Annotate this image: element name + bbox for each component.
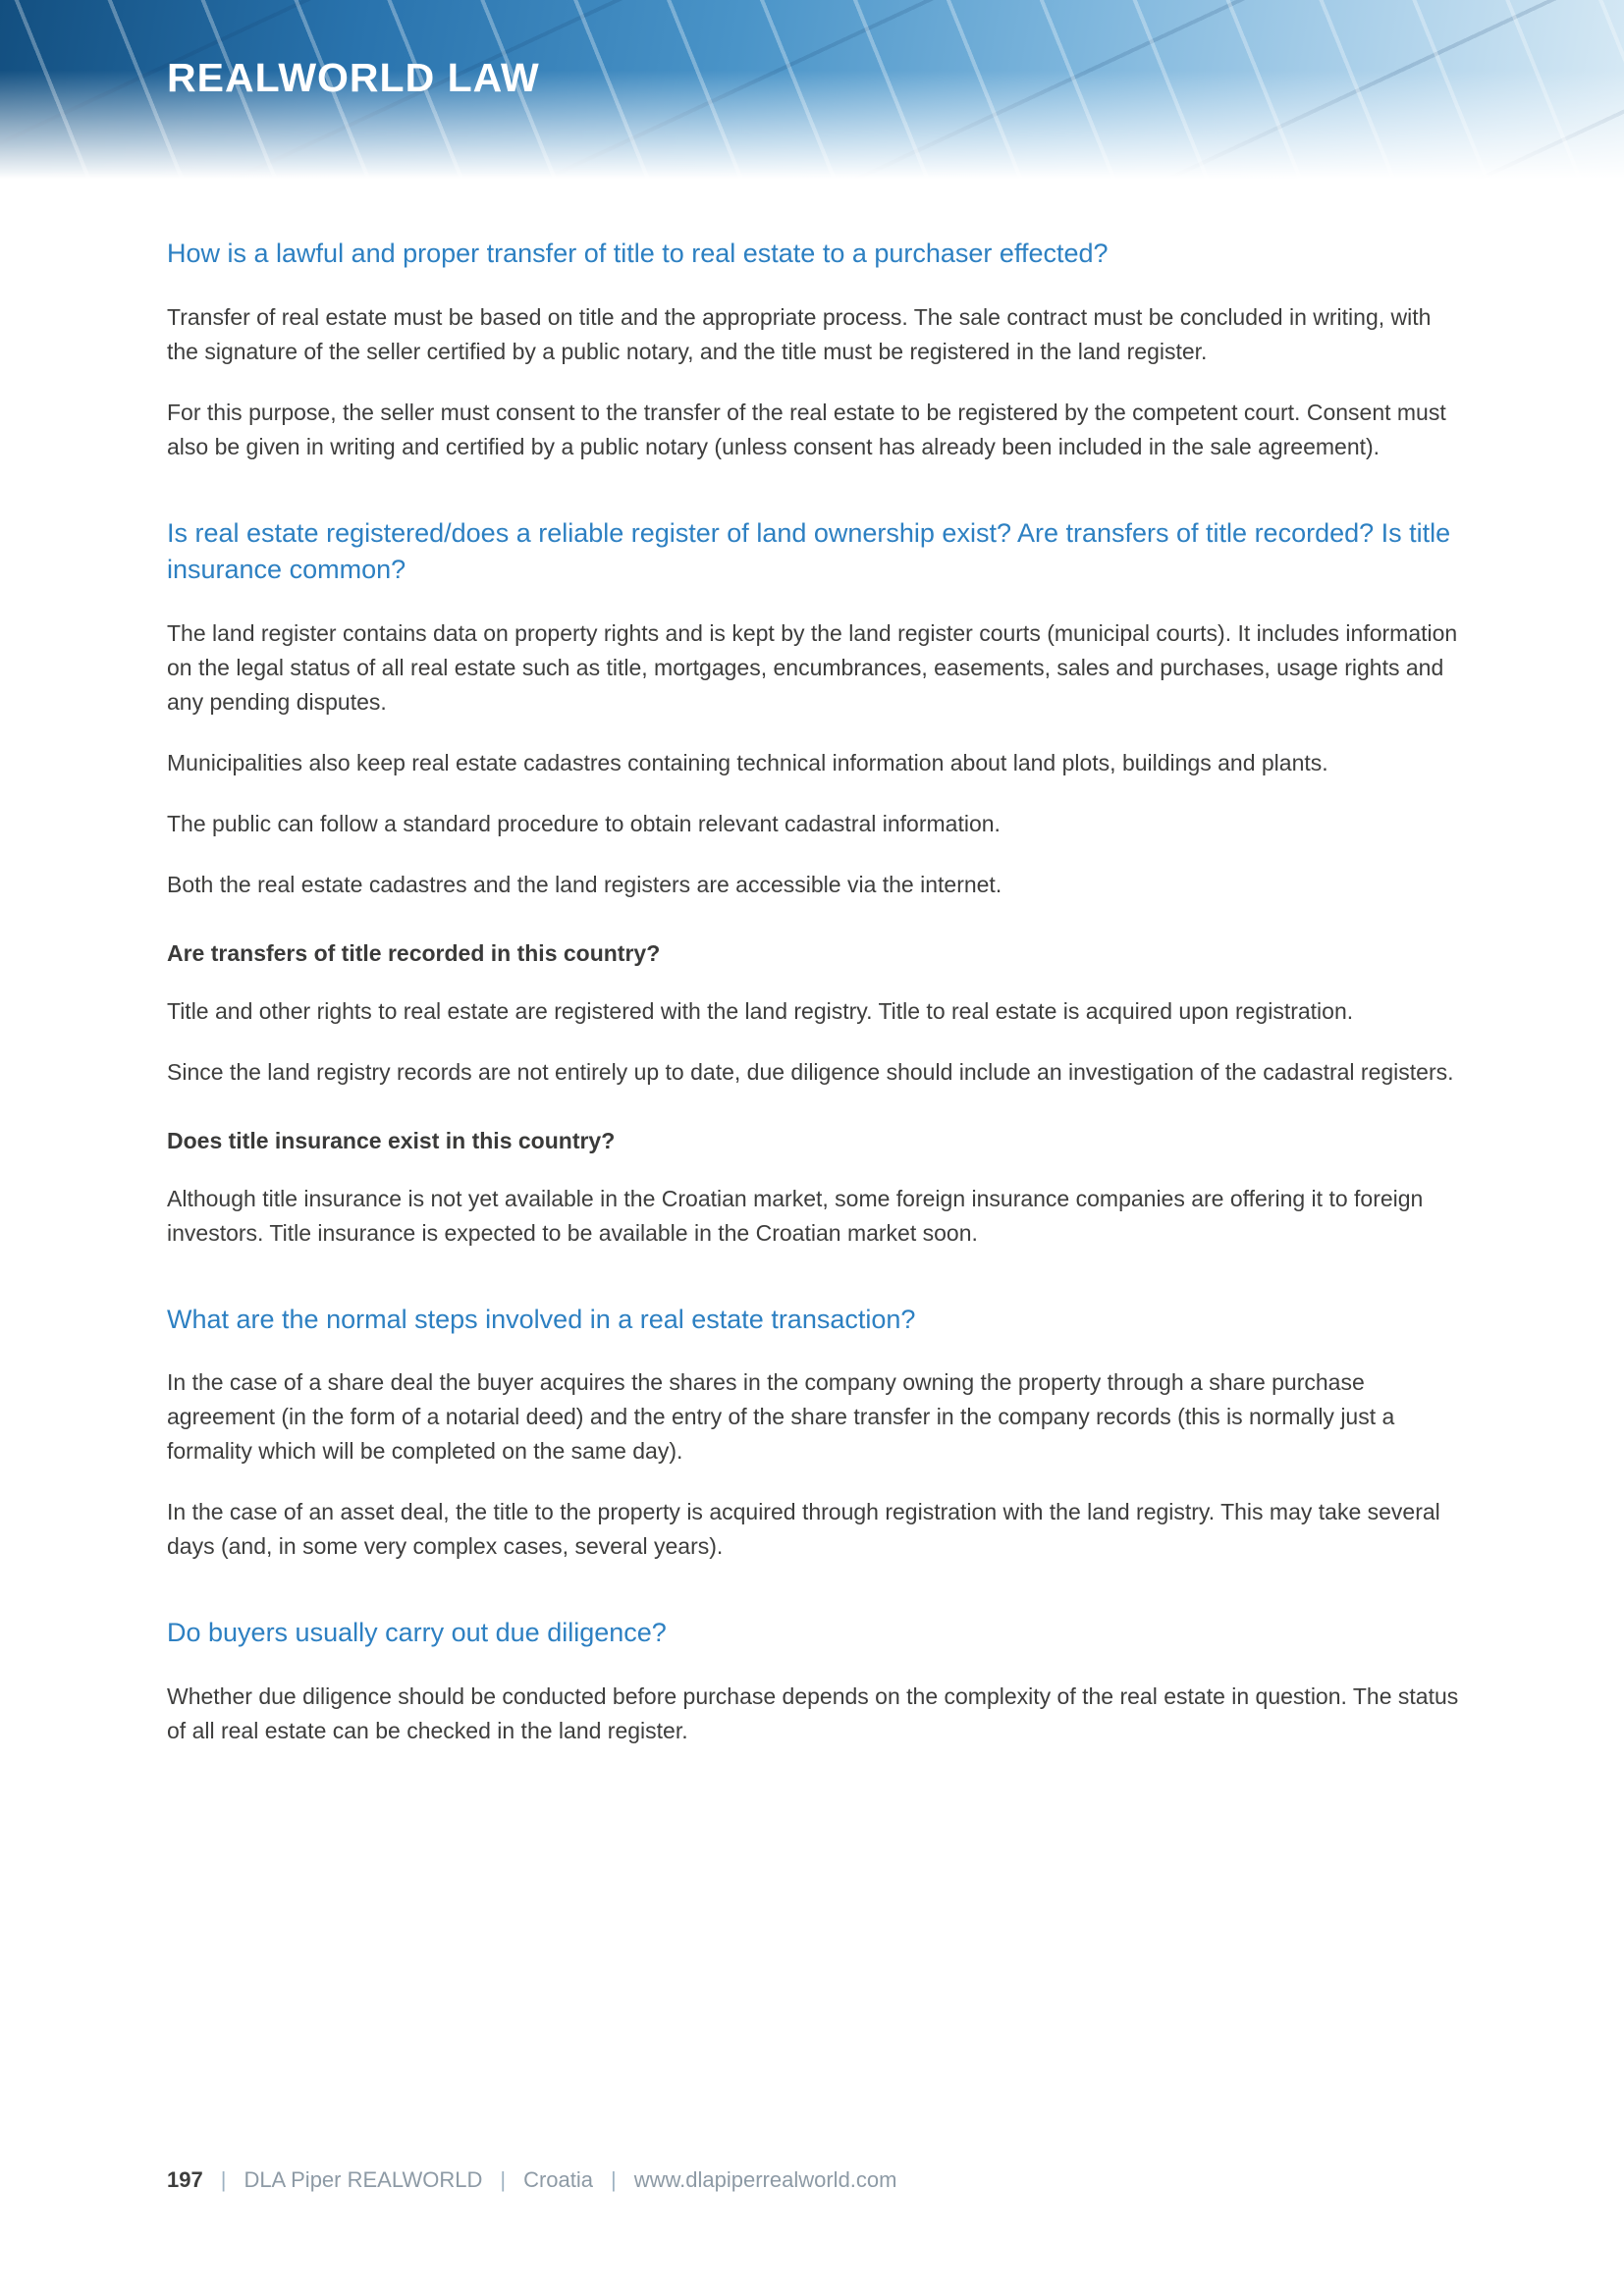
paragraph: Both the real estate cadastres and the land registers are accessible via the internet. (167, 871, 1002, 897)
sub-heading: Does title insurance exist in this country? (167, 1127, 616, 1153)
section-heading: What are the normal steps involved in a real estate transaction? (167, 1304, 916, 1334)
paragraph: Municipalities also keep real estate cadastres containing technical information about land plots, buildings and plants. (167, 750, 1328, 776)
footer-country: Croatia (523, 2167, 593, 2192)
paragraph: Title and other rights to real estate are registered with the land registry. Title to real estate is acquired upon registration. (167, 997, 1354, 1024)
paragraph: For this purpose, the seller must consent to the transfer of the real estate to be registered by the competent court. Consent must also be given in writing and certified by a public notary (unless consent has already been included in the sale agreement). (167, 399, 1446, 459)
paragraph: Whether due diligence should be conducted before purchase depends on the complexity of the real estate in question. The status of all real estate can be checked in the land register. (167, 1682, 1459, 1743)
paragraph: In the case of an asset deal, the title to the property is acquired through registration with the land registry. This may take several days (and, in some very complex cases, several years). (167, 1499, 1440, 1560)
page-title: REALWORLD LAW (167, 55, 540, 100)
footer-separator: | (610, 2167, 617, 2192)
paragraph: The land register contains data on property rights and is kept by the land register courts (municipal courts). It includes information on the legal status of all real estate such as title, mortgages, encumbrances, easements, sales and purchases, usage rights and any pending disputes. (167, 620, 1458, 716)
header-banner (0, 0, 1624, 185)
footer-brand: DLA Piper REALWORLD (244, 2167, 483, 2192)
page-footer (167, 2167, 1463, 2193)
section-heading: How is a lawful and proper transfer of title to real estate to a purchaser effected? (167, 239, 1109, 268)
paragraph: Although title insurance is not yet available in the Croatian market, some foreign insurance companies are offering it to foreign investors. Title insurance is expected to be available in the Croatian market soon. (167, 1185, 1424, 1246)
paragraph: The public can follow a standard procedure to obtain relevant cadastral information. (167, 811, 1001, 837)
footer-separator: | (220, 2167, 227, 2192)
footer-url-link[interactable]: www.dlapiperrealworld.com (633, 2167, 897, 2192)
document-content (0, 185, 1624, 1775)
section-heading: Is real estate registered/does a reliable register of land ownership exist? Are transfers of title recorded? Is title insurance common? (167, 517, 1451, 585)
page-number: 197 (167, 2167, 203, 2192)
paragraph: Since the land registry records are not entirely up to date, due diligence should include an investigation of the cadastral registers. (167, 1058, 1454, 1085)
paragraph: In the case of a share deal the buyer acquires the shares in the company owning the property through a share purchase agreement (in the form of a notarial deed) and the entry of the share transfer in the company records (this is normally just a formality which will be completed on the same day). (167, 1369, 1395, 1465)
sub-heading: Are transfers of title recorded in this country? (167, 939, 661, 966)
footer-separator: | (500, 2167, 507, 2192)
section-heading: Do buyers usually carry out due diligence? (167, 1618, 667, 1648)
paragraph: Transfer of real estate must be based on title and the appropriate process. The sale contract must be concluded in writing, with the signature of the seller certified by a public notary, and the title must be registered in the land register. (167, 303, 1432, 364)
